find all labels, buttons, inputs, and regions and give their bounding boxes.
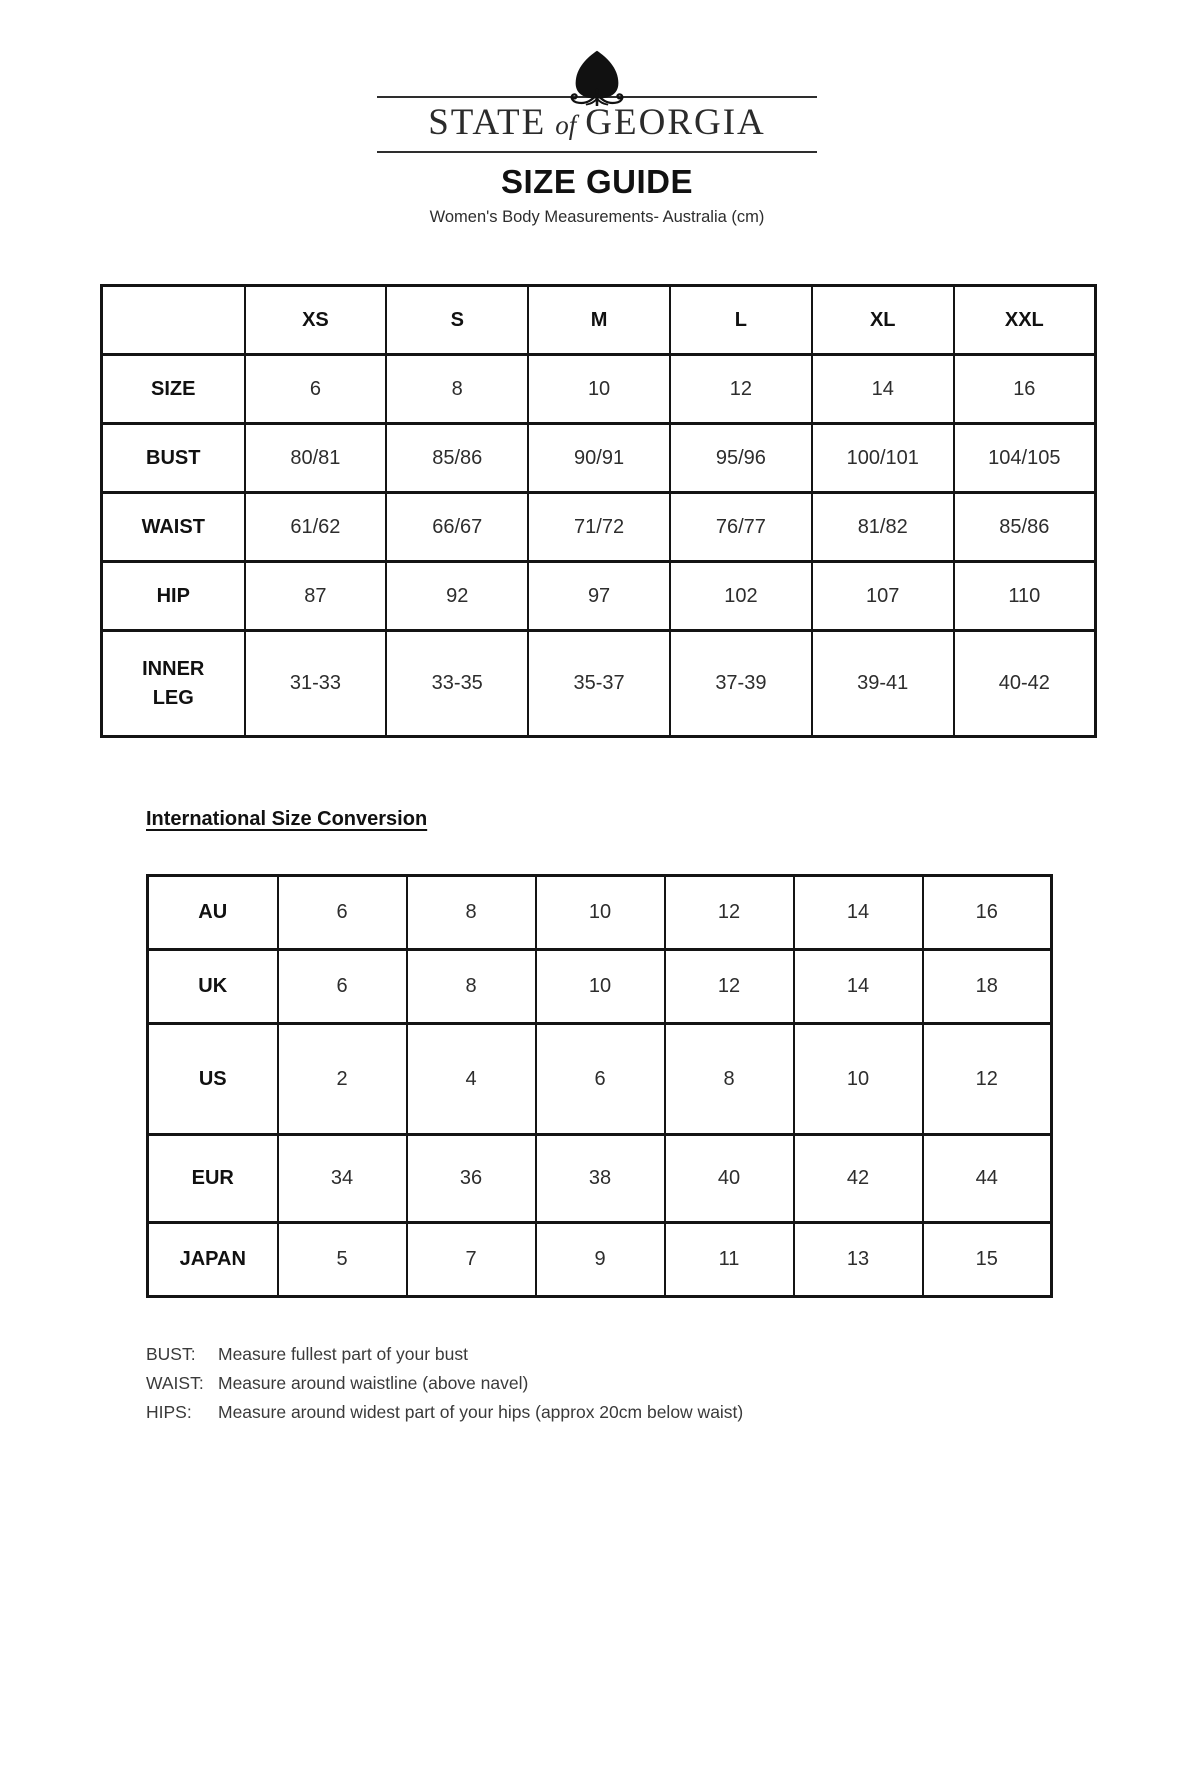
value-cell: 18 — [923, 950, 1052, 1024]
value-cell: 33-35 — [386, 631, 528, 737]
value-cell: 8 — [665, 1024, 794, 1135]
value-cell: 14 — [794, 950, 923, 1024]
size-column-header: M — [528, 286, 670, 355]
value-cell: 66/67 — [386, 493, 528, 562]
row-label-text: EUR — [191, 1167, 234, 1189]
value-cell: 8 — [386, 355, 528, 424]
brand-logo — [377, 0, 817, 153]
value-cell: 107 — [812, 562, 954, 631]
note-row-bust — [146, 1340, 1194, 1369]
note-label: HIPS: — [146, 1402, 192, 1422]
row-label-cell — [148, 1223, 278, 1297]
logo-bottom-rule — [377, 151, 817, 153]
value-cell: 9 — [536, 1223, 665, 1297]
row-label-text: INNER LEG — [142, 657, 205, 709]
row-label-cell — [102, 424, 245, 493]
brand-name-of: of — [555, 110, 577, 140]
size-column-header: L — [670, 286, 812, 355]
value-cell: 40 — [665, 1135, 794, 1223]
note-text: Measure around waistline (above navel) — [218, 1373, 529, 1393]
value-cell: 85/86 — [386, 424, 528, 493]
value-cell: 61/62 — [245, 493, 387, 562]
value-cell: 10 — [528, 355, 670, 424]
note-text: Measure fullest part of your bust — [218, 1344, 468, 1364]
value-cell: 38 — [536, 1135, 665, 1223]
row-label-text: JAPAN — [179, 1248, 246, 1270]
measurement-table — [100, 284, 1097, 738]
row-label-cell — [102, 562, 245, 631]
value-cell: 7 — [407, 1223, 536, 1297]
value-cell: 16 — [923, 876, 1052, 950]
table-row — [148, 950, 1052, 1024]
corner-cell — [102, 286, 245, 355]
row-label-text: BUST — [146, 446, 201, 469]
value-cell: 44 — [923, 1135, 1052, 1223]
row-label-text: UK — [198, 975, 228, 997]
value-cell: 4 — [407, 1024, 536, 1135]
value-cell: 97 — [528, 562, 670, 631]
tree-icon — [377, 50, 817, 106]
table-row — [148, 1024, 1052, 1135]
value-cell: 12 — [665, 876, 794, 950]
table-row — [148, 876, 1052, 950]
value-cell: 8 — [407, 876, 536, 950]
value-cell: 31-33 — [245, 631, 387, 737]
value-cell: 10 — [794, 1024, 923, 1135]
value-cell: 10 — [536, 876, 665, 950]
note-row-waist — [146, 1369, 1194, 1398]
brand-name-georgia: GEORGIA — [585, 102, 766, 143]
row-label-cell — [102, 355, 245, 424]
table-row — [102, 562, 1096, 631]
value-cell: 12 — [665, 950, 794, 1024]
value-cell: 6 — [245, 355, 387, 424]
note-label: BUST: — [146, 1344, 196, 1364]
value-cell: 13 — [794, 1223, 923, 1297]
value-cell: 95/96 — [670, 424, 812, 493]
size-column-header: S — [386, 286, 528, 355]
value-cell: 92 — [386, 562, 528, 631]
table-row — [102, 493, 1096, 562]
brand-name-state: STATE — [428, 102, 547, 143]
value-cell: 6 — [536, 1024, 665, 1135]
value-cell: 100/101 — [812, 424, 954, 493]
value-cell: 80/81 — [245, 424, 387, 493]
value-cell: 102 — [670, 562, 812, 631]
table-row — [102, 631, 1096, 737]
row-label-cell — [102, 631, 245, 737]
row-label-cell — [148, 876, 278, 950]
value-cell: 85/86 — [954, 493, 1096, 562]
conversion-table — [146, 874, 1053, 1298]
size-column-header: XXL — [954, 286, 1096, 355]
table-row — [102, 355, 1096, 424]
value-cell: 5 — [278, 1223, 407, 1297]
header-row — [102, 286, 1096, 355]
value-cell: 12 — [923, 1024, 1052, 1135]
value-cell: 6 — [278, 876, 407, 950]
value-cell: 10 — [536, 950, 665, 1024]
value-cell: 14 — [812, 355, 954, 424]
value-cell: 14 — [794, 876, 923, 950]
conversion-heading: International Size Conversion — [146, 808, 428, 830]
value-cell: 87 — [245, 562, 387, 631]
value-cell: 37-39 — [670, 631, 812, 737]
note-label: WAIST: — [146, 1373, 204, 1393]
row-label-text: WAIST — [141, 515, 205, 538]
value-cell: 90/91 — [528, 424, 670, 493]
value-cell: 36 — [407, 1135, 536, 1223]
table-row — [148, 1135, 1052, 1223]
table-row — [102, 424, 1096, 493]
value-cell: 40-42 — [954, 631, 1096, 737]
size-column-header: XL — [812, 286, 954, 355]
page-subtitle: Women's Body Measurements- Australia (cm) — [429, 208, 765, 226]
value-cell: 2 — [278, 1024, 407, 1135]
value-cell: 71/72 — [528, 493, 670, 562]
value-cell: 76/77 — [670, 493, 812, 562]
note-text: Measure around widest part of your hips (approx 20cm below waist) — [218, 1402, 744, 1422]
value-cell: 11 — [665, 1223, 794, 1297]
value-cell: 110 — [954, 562, 1096, 631]
row-label-cell — [148, 1135, 278, 1223]
page-title: SIZE GUIDE — [500, 163, 694, 200]
table-row — [148, 1223, 1052, 1297]
value-cell: 6 — [278, 950, 407, 1024]
row-label-text: US — [198, 1067, 227, 1090]
row-label-text: SIZE — [151, 377, 196, 400]
row-label-cell — [148, 950, 278, 1024]
value-cell: 104/105 — [954, 424, 1096, 493]
value-cell: 16 — [954, 355, 1096, 424]
row-label-text: HIP — [156, 584, 190, 607]
row-label-cell — [102, 493, 245, 562]
value-cell: 42 — [794, 1135, 923, 1223]
measurement-notes — [146, 1340, 1194, 1427]
value-cell: 81/82 — [812, 493, 954, 562]
value-cell: 15 — [923, 1223, 1052, 1297]
note-row-hips — [146, 1398, 1194, 1427]
size-column-header: XS — [245, 286, 387, 355]
value-cell: 39-41 — [812, 631, 954, 737]
value-cell: 12 — [670, 355, 812, 424]
value-cell: 34 — [278, 1135, 407, 1223]
row-label-cell — [148, 1024, 278, 1135]
row-label-text: AU — [198, 901, 228, 923]
value-cell: 35-37 — [528, 631, 670, 737]
value-cell: 8 — [407, 950, 536, 1024]
